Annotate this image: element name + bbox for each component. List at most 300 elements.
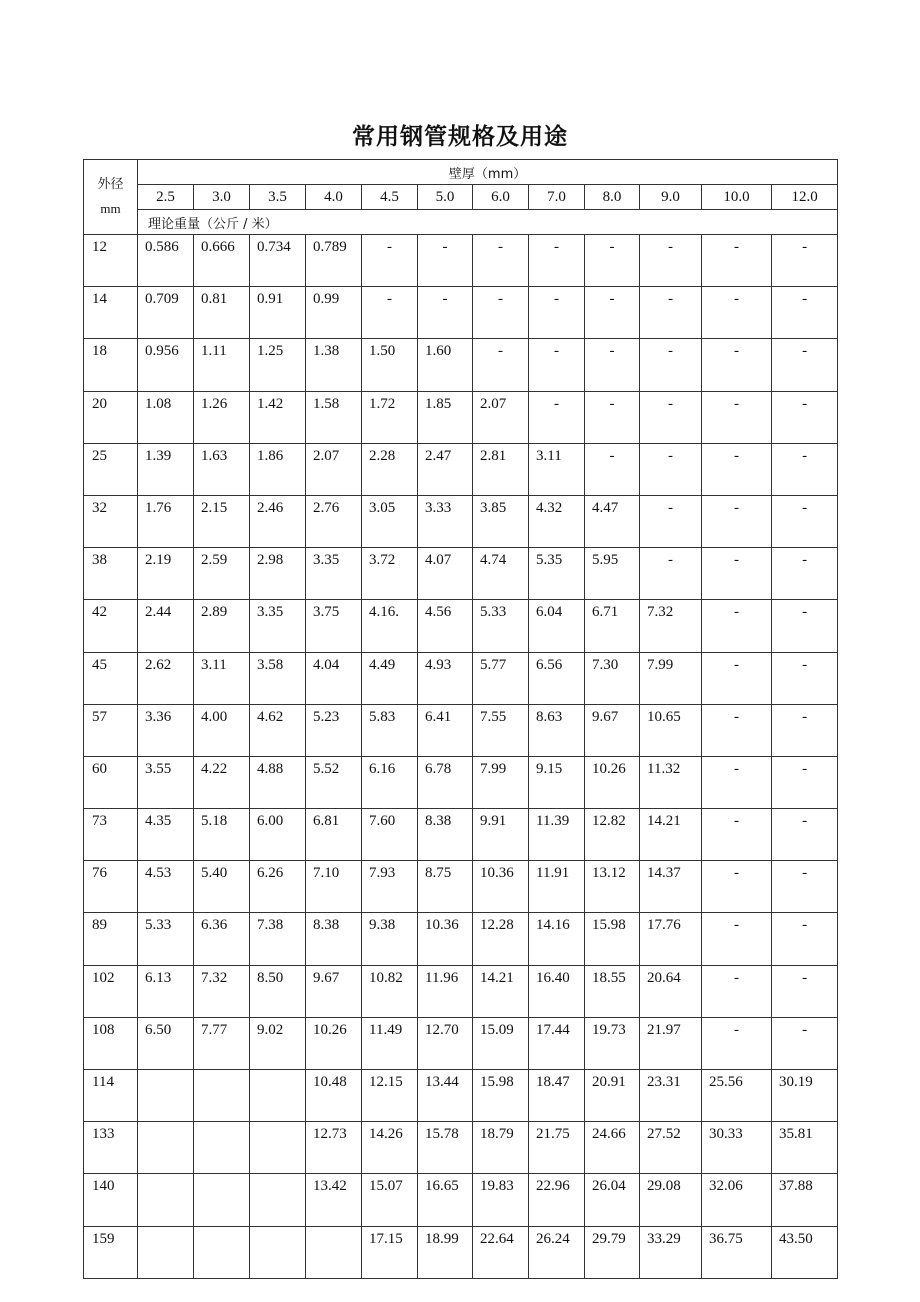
table-row — [84, 756, 838, 808]
weight-cell: 7.99 — [473, 756, 529, 808]
weight-cell: 13.12 — [585, 861, 640, 913]
outer-diameter-cell: 73 — [84, 809, 138, 861]
weight-unit-header: 理论重量（公斤 / 米） — [138, 210, 838, 235]
weight-cell: - — [772, 495, 838, 547]
weight-cell — [250, 1174, 306, 1226]
weight-cell: 9.67 — [306, 965, 362, 1017]
outer-diameter-cell: 18 — [84, 339, 138, 391]
weight-cell: 10.36 — [418, 913, 473, 965]
weight-cell: 5.83 — [362, 704, 418, 756]
weight-cell: 14.37 — [640, 861, 702, 913]
weight-cell: 1.76 — [138, 495, 194, 547]
table-row — [84, 809, 838, 861]
weight-cell: 4.47 — [585, 495, 640, 547]
outer-diameter-cell: 108 — [84, 1017, 138, 1069]
weight-cell: 23.31 — [640, 1070, 702, 1122]
weight-cell: - — [702, 600, 772, 652]
weight-cell: 10.82 — [362, 965, 418, 1017]
weight-cell: 0.81 — [194, 287, 250, 339]
wall-thickness-cell: 12.0 — [772, 185, 838, 210]
weight-cell: 37.88 — [772, 1174, 838, 1226]
weight-cell: 1.08 — [138, 391, 194, 443]
table-row — [84, 495, 838, 547]
table-row — [84, 339, 838, 391]
weight-cell: - — [362, 235, 418, 287]
weight-cell: 29.08 — [640, 1174, 702, 1226]
weight-cell: - — [772, 339, 838, 391]
weight-cell: 7.93 — [362, 861, 418, 913]
weight-cell: 3.11 — [529, 443, 585, 495]
wall-thickness-cell: 3.5 — [250, 185, 306, 210]
weight-cell — [250, 1226, 306, 1278]
weight-cell: 4.88 — [250, 756, 306, 808]
weight-cell: - — [702, 287, 772, 339]
weight-cell: 13.44 — [418, 1070, 473, 1122]
weight-cell: 7.30 — [585, 652, 640, 704]
weight-cell: 15.98 — [585, 913, 640, 965]
weight-cell: - — [640, 495, 702, 547]
weight-cell: 11.91 — [529, 861, 585, 913]
wall-thickness-cell: 3.0 — [194, 185, 250, 210]
weight-cell — [250, 1070, 306, 1122]
weight-cell: 5.33 — [473, 600, 529, 652]
weight-cell: 36.75 — [702, 1226, 772, 1278]
weight-cell: 5.18 — [194, 809, 250, 861]
weight-cell: 6.36 — [194, 913, 250, 965]
weight-cell: 1.58 — [306, 391, 362, 443]
outer-diameter-cell: 20 — [84, 391, 138, 443]
weight-cell: 18.99 — [418, 1226, 473, 1278]
weight-cell: 6.26 — [250, 861, 306, 913]
wall-thickness-header: 壁厚（mm） — [138, 160, 838, 185]
weight-cell: - — [473, 339, 529, 391]
weight-cell: 4.35 — [138, 809, 194, 861]
weight-cell: - — [772, 861, 838, 913]
weight-cell: 2.07 — [473, 391, 529, 443]
weight-cell: - — [772, 652, 838, 704]
weight-cell: - — [702, 548, 772, 600]
weight-cell: 5.52 — [306, 756, 362, 808]
outer-diameter-cell: 38 — [84, 548, 138, 600]
weight-cell: - — [702, 443, 772, 495]
weight-cell: 1.25 — [250, 339, 306, 391]
weight-cell: 2.62 — [138, 652, 194, 704]
outer-diameter-cell: 114 — [84, 1070, 138, 1122]
weight-cell: - — [640, 287, 702, 339]
weight-cell: 17.76 — [640, 913, 702, 965]
weight-cell: - — [702, 339, 772, 391]
outer-diameter-cell: 25 — [84, 443, 138, 495]
weight-cell: - — [772, 287, 838, 339]
weight-cell: 2.59 — [194, 548, 250, 600]
weight-cell: - — [702, 391, 772, 443]
weight-cell — [306, 1226, 362, 1278]
weight-cell: 11.32 — [640, 756, 702, 808]
weight-cell: 7.55 — [473, 704, 529, 756]
weight-cell: 4.07 — [418, 548, 473, 600]
weight-cell: 12.82 — [585, 809, 640, 861]
outer-diameter-header — [84, 160, 138, 235]
weight-cell: 1.38 — [306, 339, 362, 391]
weight-cell: 6.81 — [306, 809, 362, 861]
weight-cell: 14.26 — [362, 1122, 418, 1174]
weight-cell — [250, 1122, 306, 1174]
outer-diameter-cell: 14 — [84, 287, 138, 339]
weight-cell: 1.26 — [194, 391, 250, 443]
weight-cell: 2.44 — [138, 600, 194, 652]
outer-diameter-cell: 45 — [84, 652, 138, 704]
weight-cell: 2.46 — [250, 495, 306, 547]
weight-cell: 8.38 — [418, 809, 473, 861]
weight-cell: 15.98 — [473, 1070, 529, 1122]
weight-cell: 2.19 — [138, 548, 194, 600]
weight-cell: 10.48 — [306, 1070, 362, 1122]
weight-cell: - — [702, 704, 772, 756]
weight-cell: - — [418, 287, 473, 339]
weight-cell: 26.24 — [529, 1226, 585, 1278]
weight-cell: 5.77 — [473, 652, 529, 704]
weight-cell: 5.23 — [306, 704, 362, 756]
wall-thickness-cell: 4.0 — [306, 185, 362, 210]
weight-cell: 10.26 — [585, 756, 640, 808]
outer-diameter-cell: 76 — [84, 861, 138, 913]
weight-cell: - — [473, 235, 529, 287]
weight-cell: - — [702, 861, 772, 913]
weight-cell: - — [702, 756, 772, 808]
weight-cell — [138, 1226, 194, 1278]
weight-cell: - — [772, 965, 838, 1017]
weight-cell: 10.26 — [306, 1017, 362, 1069]
weight-cell: 14.16 — [529, 913, 585, 965]
table-row — [84, 1070, 838, 1122]
weight-cell: 4.00 — [194, 704, 250, 756]
outer-diameter-label: 外径 — [97, 177, 124, 192]
weight-cell: 12.15 — [362, 1070, 418, 1122]
weight-cell: 1.60 — [418, 339, 473, 391]
weight-cell: 2.89 — [194, 600, 250, 652]
weight-cell: - — [585, 339, 640, 391]
weight-cell: - — [772, 1017, 838, 1069]
wall-thickness-cell: 6.0 — [473, 185, 529, 210]
weight-cell: 4.04 — [306, 652, 362, 704]
weight-cell: 15.09 — [473, 1017, 529, 1069]
weight-cell: 43.50 — [772, 1226, 838, 1278]
weight-cell: 0.586 — [138, 235, 194, 287]
weight-cell: 16.40 — [529, 965, 585, 1017]
weight-cell: - — [473, 287, 529, 339]
weight-cell: 18.47 — [529, 1070, 585, 1122]
weight-cell: 4.74 — [473, 548, 529, 600]
weight-cell: 7.10 — [306, 861, 362, 913]
weight-cell: 8.63 — [529, 704, 585, 756]
weight-cell: 33.29 — [640, 1226, 702, 1278]
weight-cell: - — [702, 652, 772, 704]
weight-cell: 3.75 — [306, 600, 362, 652]
table-row — [84, 1226, 838, 1278]
weight-cell: - — [772, 913, 838, 965]
weight-cell: 17.44 — [529, 1017, 585, 1069]
weight-cell: 7.60 — [362, 809, 418, 861]
weight-cell: 24.66 — [585, 1122, 640, 1174]
weight-cell: 30.19 — [772, 1070, 838, 1122]
weight-cell: 12.73 — [306, 1122, 362, 1174]
weight-cell: 7.77 — [194, 1017, 250, 1069]
table-row — [84, 287, 838, 339]
outer-diameter-cell: 133 — [84, 1122, 138, 1174]
weight-cell: 4.53 — [138, 861, 194, 913]
weight-cell: - — [772, 548, 838, 600]
weight-cell: 9.91 — [473, 809, 529, 861]
weight-cell: 18.55 — [585, 965, 640, 1017]
weight-cell — [138, 1174, 194, 1226]
weight-cell: 6.50 — [138, 1017, 194, 1069]
outer-diameter-unit: mm — [100, 201, 121, 216]
weight-cell: - — [529, 391, 585, 443]
weight-cell: 0.956 — [138, 339, 194, 391]
weight-cell: 18.79 — [473, 1122, 529, 1174]
wall-thickness-cell: 2.5 — [138, 185, 194, 210]
weight-cell: 7.32 — [194, 965, 250, 1017]
weight-cell: - — [418, 235, 473, 287]
weight-cell: 4.16. — [362, 600, 418, 652]
weight-cell: 4.56 — [418, 600, 473, 652]
weight-cell: 3.58 — [250, 652, 306, 704]
weight-cell: 4.93 — [418, 652, 473, 704]
weight-cell: 10.65 — [640, 704, 702, 756]
weight-cell: - — [585, 287, 640, 339]
weight-cell: 4.22 — [194, 756, 250, 808]
page-title: 常用钢管规格及用途 — [352, 124, 568, 150]
weight-cell: 13.42 — [306, 1174, 362, 1226]
weight-cell — [194, 1070, 250, 1122]
weight-cell — [194, 1122, 250, 1174]
weight-cell: - — [640, 443, 702, 495]
weight-cell: 8.50 — [250, 965, 306, 1017]
weight-cell: 11.96 — [418, 965, 473, 1017]
weight-cell: 6.16 — [362, 756, 418, 808]
outer-diameter-cell: 57 — [84, 704, 138, 756]
weight-cell: 32.06 — [702, 1174, 772, 1226]
table-row — [84, 1174, 838, 1226]
weight-cell: - — [585, 443, 640, 495]
weight-cell: 8.38 — [306, 913, 362, 965]
weight-cell: - — [362, 287, 418, 339]
table-row — [84, 965, 838, 1017]
weight-cell: 29.79 — [585, 1226, 640, 1278]
steel-pipe-spec-table — [83, 159, 838, 1279]
weight-cell: 6.56 — [529, 652, 585, 704]
weight-cell: 3.11 — [194, 652, 250, 704]
weight-cell: 5.33 — [138, 913, 194, 965]
weight-cell: 4.32 — [529, 495, 585, 547]
table-row — [84, 652, 838, 704]
weight-cell: - — [772, 704, 838, 756]
weight-cell: 2.76 — [306, 495, 362, 547]
weight-cell: 12.70 — [418, 1017, 473, 1069]
weight-cell: 17.15 — [362, 1226, 418, 1278]
header-row-wall-label — [84, 160, 838, 185]
weight-cell: 7.99 — [640, 652, 702, 704]
weight-cell: - — [640, 548, 702, 600]
weight-cell: 0.91 — [250, 287, 306, 339]
weight-cell: 0.709 — [138, 287, 194, 339]
weight-cell: 22.64 — [473, 1226, 529, 1278]
weight-cell: 19.73 — [585, 1017, 640, 1069]
weight-cell: 22.96 — [529, 1174, 585, 1226]
weight-cell: 6.13 — [138, 965, 194, 1017]
weight-cell: 1.72 — [362, 391, 418, 443]
table-row — [84, 548, 838, 600]
outer-diameter-cell: 89 — [84, 913, 138, 965]
weight-cell: - — [529, 235, 585, 287]
wall-thickness-cell: 5.0 — [418, 185, 473, 210]
weight-cell: 3.85 — [473, 495, 529, 547]
weight-cell: 3.35 — [250, 600, 306, 652]
weight-cell: 1.85 — [418, 391, 473, 443]
table-row — [84, 391, 838, 443]
weight-cell: 1.11 — [194, 339, 250, 391]
weight-cell: - — [772, 235, 838, 287]
table-row — [84, 913, 838, 965]
table-row — [84, 1017, 838, 1069]
weight-cell: - — [772, 809, 838, 861]
weight-cell: - — [702, 965, 772, 1017]
weight-cell: 2.98 — [250, 548, 306, 600]
weight-cell: 0.734 — [250, 235, 306, 287]
weight-cell: 27.52 — [640, 1122, 702, 1174]
weight-cell: 1.50 — [362, 339, 418, 391]
weight-cell: 6.78 — [418, 756, 473, 808]
weight-cell: 14.21 — [473, 965, 529, 1017]
wall-thickness-cell: 10.0 — [702, 185, 772, 210]
outer-diameter-cell: 32 — [84, 495, 138, 547]
weight-cell: 9.67 — [585, 704, 640, 756]
weight-cell: 6.00 — [250, 809, 306, 861]
header-row-weight-unit — [84, 210, 838, 235]
table-row — [84, 861, 838, 913]
weight-cell: 6.71 — [585, 600, 640, 652]
weight-cell: 2.15 — [194, 495, 250, 547]
wall-thickness-cell: 8.0 — [585, 185, 640, 210]
weight-cell: 15.78 — [418, 1122, 473, 1174]
outer-diameter-cell: 102 — [84, 965, 138, 1017]
weight-cell: 8.75 — [418, 861, 473, 913]
weight-cell: - — [585, 235, 640, 287]
weight-cell: 11.39 — [529, 809, 585, 861]
weight-cell: 2.07 — [306, 443, 362, 495]
table-row — [84, 704, 838, 756]
weight-cell: 21.97 — [640, 1017, 702, 1069]
weight-cell: 6.04 — [529, 600, 585, 652]
weight-cell: 0.789 — [306, 235, 362, 287]
weight-cell: 3.55 — [138, 756, 194, 808]
weight-cell: - — [529, 339, 585, 391]
weight-cell: - — [702, 913, 772, 965]
weight-cell: 0.99 — [306, 287, 362, 339]
weight-cell: 2.28 — [362, 443, 418, 495]
weight-cell: 20.64 — [640, 965, 702, 1017]
weight-cell: 2.47 — [418, 443, 473, 495]
weight-cell: 7.38 — [250, 913, 306, 965]
weight-cell: 11.49 — [362, 1017, 418, 1069]
weight-cell: 15.07 — [362, 1174, 418, 1226]
weight-cell: 30.33 — [702, 1122, 772, 1174]
weight-cell: 3.36 — [138, 704, 194, 756]
table-row — [84, 600, 838, 652]
table-row — [84, 443, 838, 495]
weight-cell: - — [772, 443, 838, 495]
weight-cell: 6.41 — [418, 704, 473, 756]
weight-cell: 1.42 — [250, 391, 306, 443]
outer-diameter-cell: 140 — [84, 1174, 138, 1226]
weight-cell: - — [702, 809, 772, 861]
weight-cell: 14.21 — [640, 809, 702, 861]
weight-cell: 4.62 — [250, 704, 306, 756]
weight-cell: 3.05 — [362, 495, 418, 547]
weight-cell — [194, 1226, 250, 1278]
weight-cell: 25.56 — [702, 1070, 772, 1122]
weight-cell — [194, 1174, 250, 1226]
weight-cell: 9.02 — [250, 1017, 306, 1069]
weight-cell: - — [585, 391, 640, 443]
weight-cell: - — [772, 600, 838, 652]
weight-cell: - — [772, 756, 838, 808]
weight-cell: 9.38 — [362, 913, 418, 965]
weight-cell: - — [702, 1017, 772, 1069]
wall-thickness-cell: 4.5 — [362, 185, 418, 210]
weight-cell: - — [772, 391, 838, 443]
weight-cell: - — [702, 235, 772, 287]
header-row-wall-sizes — [84, 185, 838, 210]
wall-thickness-cell: 7.0 — [529, 185, 585, 210]
weight-cell: 26.04 — [585, 1174, 640, 1226]
weight-cell: 1.86 — [250, 443, 306, 495]
weight-cell: 5.40 — [194, 861, 250, 913]
weight-cell: 4.49 — [362, 652, 418, 704]
weight-cell: 19.83 — [473, 1174, 529, 1226]
weight-cell: 5.35 — [529, 548, 585, 600]
weight-cell: - — [702, 495, 772, 547]
weight-cell: 7.32 — [640, 600, 702, 652]
weight-cell: 1.39 — [138, 443, 194, 495]
weight-cell: - — [529, 287, 585, 339]
table-row — [84, 1122, 838, 1174]
weight-cell: 9.15 — [529, 756, 585, 808]
weight-cell: 10.36 — [473, 861, 529, 913]
weight-cell: 16.65 — [418, 1174, 473, 1226]
weight-cell: 20.91 — [585, 1070, 640, 1122]
outer-diameter-cell: 12 — [84, 235, 138, 287]
weight-cell: 21.75 — [529, 1122, 585, 1174]
weight-cell: 3.72 — [362, 548, 418, 600]
table-row — [84, 235, 838, 287]
weight-cell: 3.35 — [306, 548, 362, 600]
weight-cell: 5.95 — [585, 548, 640, 600]
weight-cell: 1.63 — [194, 443, 250, 495]
weight-cell: 3.33 — [418, 495, 473, 547]
outer-diameter-cell: 60 — [84, 756, 138, 808]
weight-cell: 2.81 — [473, 443, 529, 495]
outer-diameter-cell: 159 — [84, 1226, 138, 1278]
weight-cell: 0.666 — [194, 235, 250, 287]
weight-cell: 12.28 — [473, 913, 529, 965]
weight-cell — [138, 1070, 194, 1122]
weight-cell: 35.81 — [772, 1122, 838, 1174]
weight-cell — [138, 1122, 194, 1174]
weight-cell: - — [640, 391, 702, 443]
wall-thickness-cell: 9.0 — [640, 185, 702, 210]
weight-cell: - — [640, 339, 702, 391]
